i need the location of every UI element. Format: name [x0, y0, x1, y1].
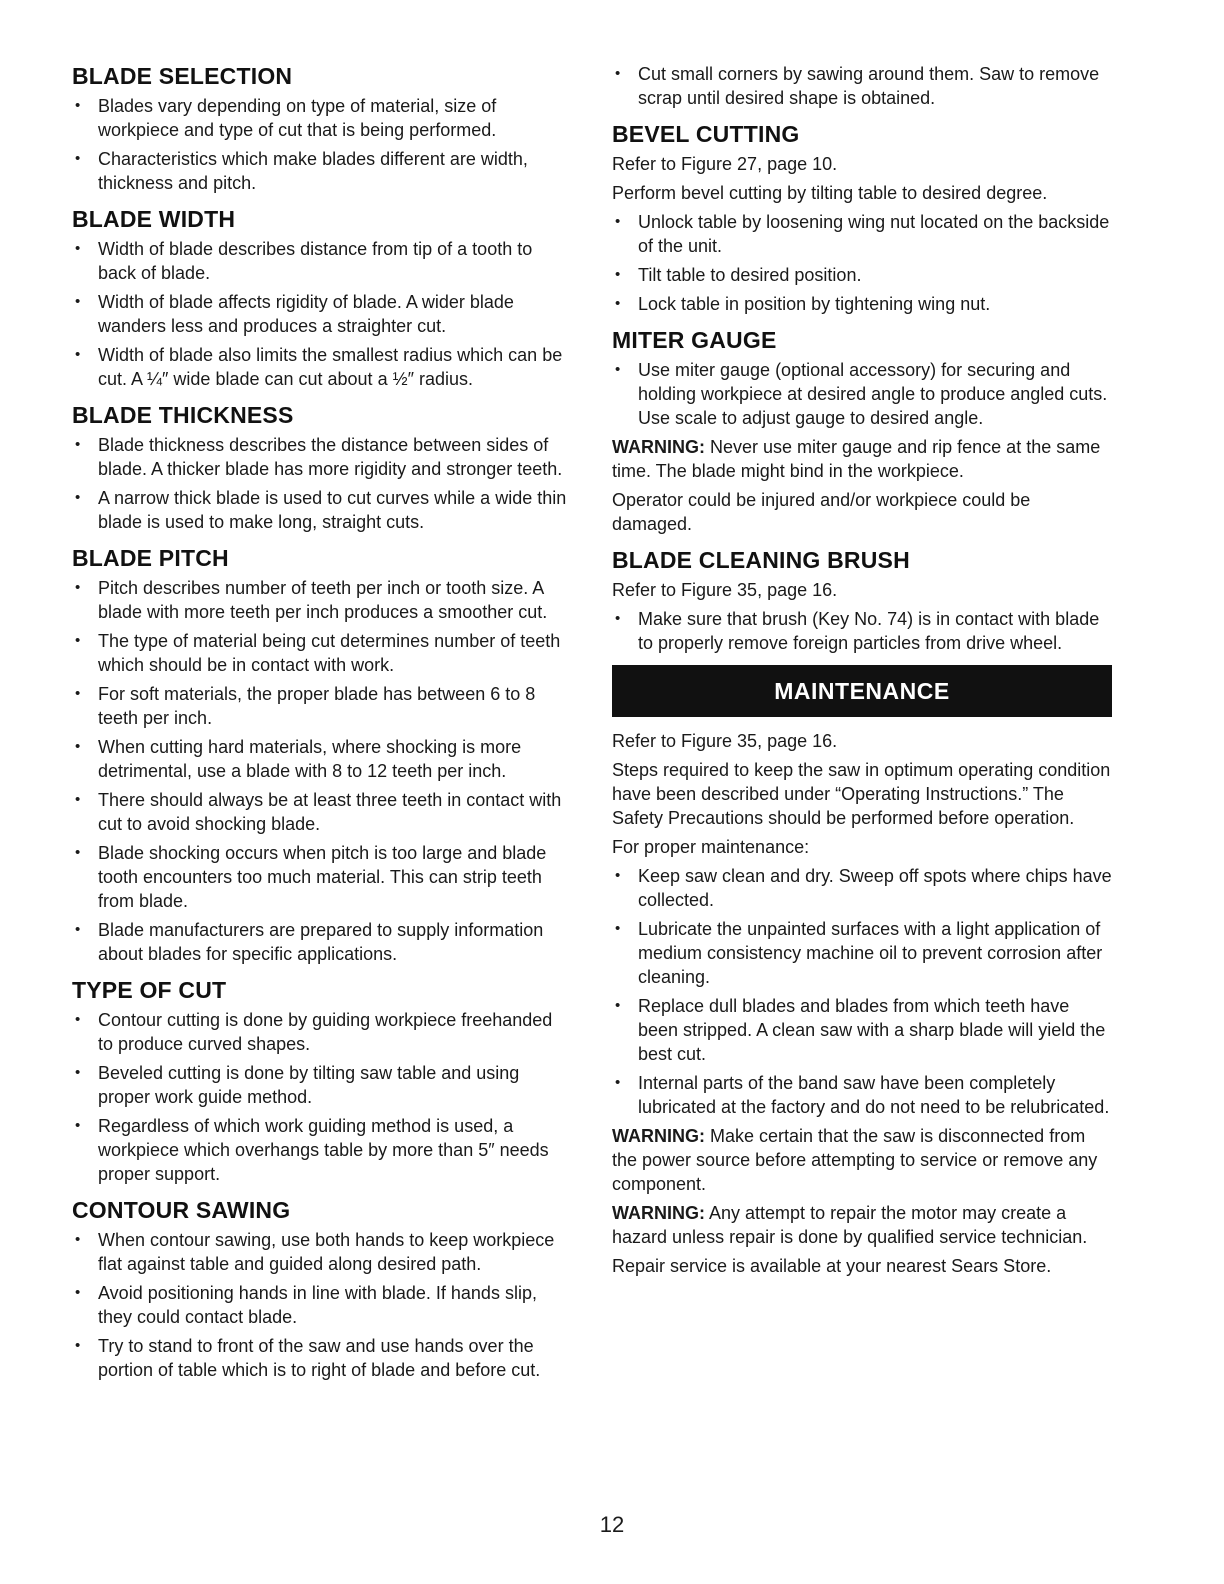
list-item: • Characteristics which make blades different are width, thickness and pitch.: [72, 147, 572, 195]
warning-label: WARNING:: [612, 1203, 705, 1223]
list-item: • Tilt table to desired position.: [612, 263, 1112, 287]
list-item: • The type of material being cut determines number of teeth which should be in contact with work.: [72, 629, 572, 677]
list-item: • Pitch describes number of teeth per inch or tooth size. A blade with more teeth per inch produces a smoother cut.: [72, 576, 572, 624]
left-column: [72, 62, 572, 1392]
list-item: • Lock table in position by tightening wing nut.: [612, 292, 1112, 316]
maintenance-intro: Steps required to keep the saw in optimum operating condition have been described under “Operating Instructions.” The Safety Precautions should be performed before operation.: [612, 760, 1111, 828]
list-item: • There should always be at least three teeth in contact with cut to avoid shocking blade.: [72, 788, 572, 836]
blade-thickness-heading: BLADE THICKNESS: [72, 402, 294, 428]
maintenance-closing: Repair service is available at your nearest Sears Store.: [612, 1256, 1052, 1276]
maintenance-banner: MAINTENANCE: [612, 665, 1112, 717]
list-item: • Blades vary depending on type of material, size of workpiece and type of cut that is being performed.: [72, 94, 572, 142]
list-item: • Avoid positioning hands in line with blade. If hands slip, they could contact blade.: [72, 1281, 572, 1329]
list-item: • A narrow thick blade is used to cut curves while a wide thin blade is used to make long, straight cuts.: [72, 486, 572, 534]
list-item: • Lubricate the unpainted surfaces with a light application of medium consistency machine oil to prevent corrosion after cleaning.: [612, 917, 1112, 989]
list-item: • Keep saw clean and dry. Sweep off spots where chips have collected.: [612, 864, 1112, 912]
type-of-cut-section: [72, 976, 572, 1186]
list-item: • Beveled cutting is done by tilting saw table and using proper work guide method.: [72, 1061, 572, 1109]
list-item: • Width of blade also limits the smallest radius which can be cut. A ¼″ wide blade can cut about a ½″ radius.: [72, 343, 572, 391]
maintenance-for-proper: For proper maintenance:: [612, 837, 810, 857]
list-item: • Blade manufacturers are prepared to supply information about blades for specific applications.: [72, 918, 572, 966]
miter-gauge-heading: MITER GAUGE: [612, 327, 777, 353]
blade-selection-heading: BLADE SELECTION: [72, 63, 293, 89]
blade-pitch-list: [72, 576, 572, 966]
blade-cleaning-brush-reference: Refer to Figure 35, page 16.: [612, 580, 838, 600]
maintenance-section: [612, 729, 1112, 1278]
contour-sawing-section: [72, 1196, 572, 1382]
bevel-cutting-section: [612, 120, 1112, 316]
contour-continued-list: [612, 62, 1112, 110]
list-item: • Use miter gauge (optional accessory) for securing and holding workpiece at desired angle to produce angled cuts. Use scale to adjust gauge to desired angle.: [612, 358, 1112, 430]
page-number: 12: [599, 1512, 625, 1537]
warning-label: WARNING:: [612, 437, 705, 457]
warning-text: Any attempt to repair the motor may create a hazard unless repair is done by qualified service technician.: [612, 1203, 1088, 1247]
list-item: • Regardless of which work guiding method is used, a workpiece which overhangs table by more than 5″ needs proper support.: [72, 1114, 572, 1186]
warning-text: Never use miter gauge and rip fence at the same time. The blade might bind in the workpiece.: [612, 437, 1101, 481]
warning-text: Make certain that the saw is disconnected from the power source before attempting to service or remove any component.: [612, 1126, 1098, 1194]
maintenance-reference: Refer to Figure 35, page 16.: [612, 731, 838, 751]
maintenance-warning-disconnect: [612, 1124, 1112, 1196]
blade-width-list: [72, 237, 572, 391]
list-item: • Width of blade describes distance from tip of a tooth to back of blade.: [72, 237, 572, 285]
list-item: • Width of blade affects rigidity of blade. A wider blade wanders less and produces a straighter cut.: [72, 290, 572, 338]
list-item: • Cut small corners by sawing around them. Saw to remove scrap until desired shape is obtained.: [612, 62, 1112, 110]
bevel-cutting-reference: Refer to Figure 27, page 10.: [612, 154, 838, 174]
blade-cleaning-brush-list: [612, 607, 1112, 655]
right-column: [612, 62, 1112, 1288]
blade-selection-list: [72, 94, 572, 195]
list-item: • For soft materials, the proper blade has between 6 to 8 teeth per inch.: [72, 682, 572, 730]
blade-width-heading: BLADE WIDTH: [72, 206, 236, 232]
list-item: • Try to stand to front of the saw and use hands over the portion of table which is to right of blade and before cut.: [72, 1334, 572, 1382]
blade-thickness-section: [72, 401, 572, 534]
blade-cleaning-brush-section: [612, 546, 1112, 655]
bevel-cutting-list: [612, 210, 1112, 316]
contour-sawing-heading: CONTOUR SAWING: [72, 1197, 291, 1223]
list-item: • Blade thickness describes the distance between sides of blade. A thicker blade has more rigidity and stronger teeth.: [72, 433, 572, 481]
list-item: • Make sure that brush (Key No. 74) is in contact with blade to properly remove foreign particles from drive wheel.: [612, 607, 1112, 655]
miter-gauge-note: Operator could be injured and/or workpiece could be damaged.: [612, 490, 1031, 534]
bevel-cutting-intro: Perform bevel cutting by tilting table to desired degree.: [612, 183, 1048, 203]
list-item: • Replace dull blades and blades from which teeth have been stripped. A clean saw with a sharp blade will yield the best cut.: [612, 994, 1112, 1066]
list-item: • Internal parts of the band saw have been completely lubricated at the factory and do not need to be relubricated.: [612, 1071, 1112, 1119]
maintenance-list: [612, 864, 1112, 1119]
miter-gauge-section: [612, 326, 1112, 536]
type-of-cut-heading: TYPE OF CUT: [72, 977, 227, 1003]
blade-width-section: [72, 205, 572, 391]
type-of-cut-list: [72, 1008, 572, 1186]
warning-label: WARNING:: [612, 1126, 705, 1146]
list-item: • When cutting hard materials, where shocking is more detrimental, use a blade with 8 to 12 teeth per inch.: [72, 735, 572, 783]
blade-thickness-list: [72, 433, 572, 534]
blade-cleaning-brush-heading: BLADE CLEANING BRUSH: [612, 547, 910, 573]
miter-gauge-warning: [612, 435, 1112, 483]
list-item: • Blade shocking occurs when pitch is too large and blade tooth encounters too much material. This can strip teeth from blade.: [72, 841, 572, 913]
blade-pitch-heading: BLADE PITCH: [72, 545, 229, 571]
blade-selection-section: [72, 62, 572, 195]
blade-pitch-section: [72, 544, 572, 966]
list-item: • When contour sawing, use both hands to keep workpiece flat against table and guided along desired path.: [72, 1228, 572, 1276]
bevel-cutting-heading: BEVEL CUTTING: [612, 121, 800, 147]
maintenance-warning-motor: [612, 1201, 1112, 1249]
contour-continued-section: [612, 62, 1112, 110]
list-item: • Contour cutting is done by guiding workpiece freehanded to produce curved shapes.: [72, 1008, 572, 1056]
list-item: • Unlock table by loosening wing nut located on the backside of the unit.: [612, 210, 1112, 258]
miter-gauge-list: [612, 358, 1112, 430]
contour-sawing-list: [72, 1228, 572, 1382]
